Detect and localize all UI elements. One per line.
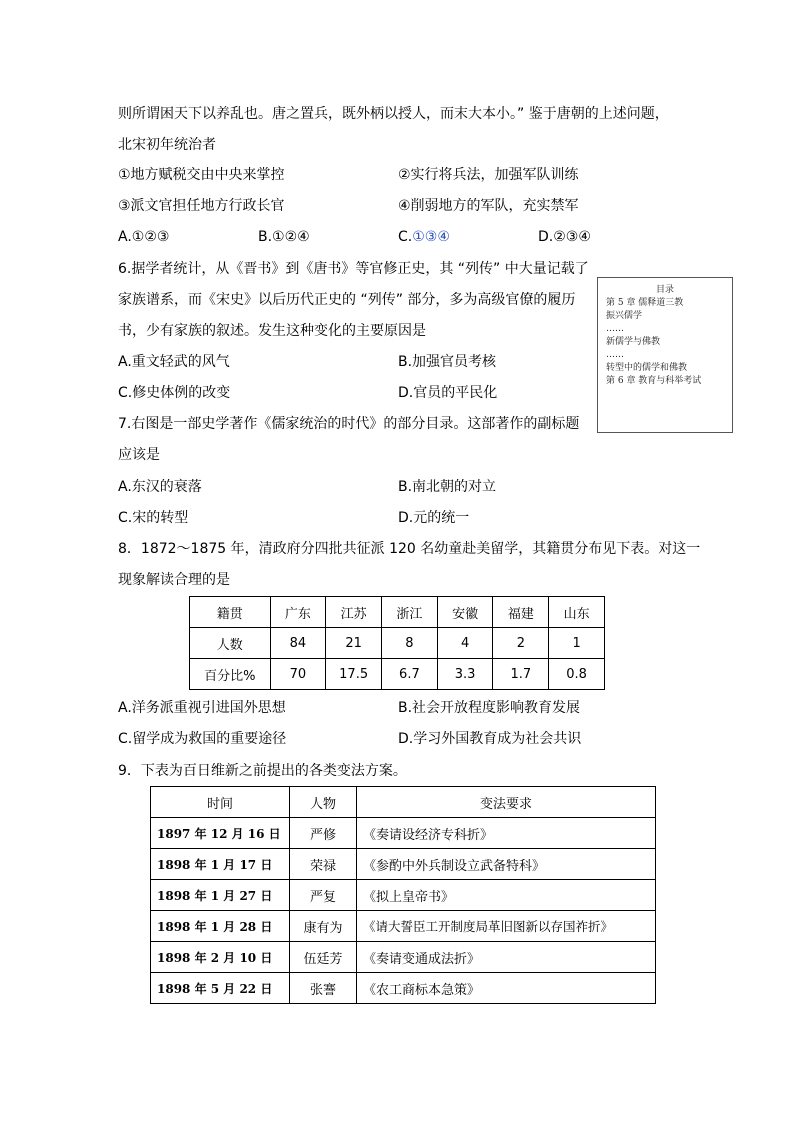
q6-option-c: C.修史体例的改变 [118, 385, 231, 401]
q8-option-c: C.留学成为救国的重要途径 [118, 731, 287, 747]
q9-person-cell: 严复 [290, 880, 357, 911]
q8-option-d: D.学习外国教育成为社会共识 [398, 731, 582, 747]
table-row [151, 818, 656, 849]
q5-option-c-value: ①③④ [412, 229, 450, 245]
q9-person-cell: 严修 [290, 818, 357, 849]
q5-option-c [398, 227, 450, 247]
q8-cell: 21 [326, 628, 382, 659]
toc-line-4: 新儒学与佛教 [606, 337, 661, 347]
q9-date-cell: 1898 年 5 月 22 日 [151, 973, 290, 1004]
q8-cell: 1 [549, 628, 605, 659]
q8-line-1: 8．1872～1875 年，清政府分四批共征派 120 名幼童赴美留学，其籍贯分布见下表。对这一 [118, 541, 701, 557]
q9-date-cell: 1898 年 1 月 17 日 [151, 849, 290, 880]
q8-cell: 人数 [190, 628, 271, 659]
q9-date-cell: 1898 年 2 月 10 日 [151, 942, 290, 973]
toc-title: 目录 [655, 285, 674, 295]
toc-line-5: …… [606, 350, 624, 360]
q8-cell: 70 [270, 659, 326, 690]
q9-person-cell: 荣禄 [290, 849, 357, 880]
q5-option-a: A.①②③ [118, 229, 170, 245]
q8-header-cell: 籍贯 [190, 597, 271, 628]
q9-line-1: 9．下表为百日维新之前提出的各类变法方案。 [118, 763, 407, 779]
q8-line-2: 现象解读合理的是 [118, 572, 230, 588]
q8-header-cell: 江苏 [326, 597, 382, 628]
q9-date-cell: 1898 年 1 月 28 日 [151, 911, 290, 942]
q8-header-cell: 福建 [493, 597, 549, 628]
q9-date-cell: 1897 年 12 月 16 日 [151, 818, 290, 849]
q9-person-cell: 伍廷芳 [290, 942, 357, 973]
q8-header-cell: 安徽 [437, 597, 493, 628]
q9-request-cell: 《奏请设经济专科折》 [357, 818, 656, 849]
q8-cell: 0.8 [549, 659, 605, 690]
q7-option-a: A.东汉的衰落 [118, 479, 202, 495]
table-row [151, 880, 656, 911]
table-row [151, 787, 656, 818]
q8-cell: 3.3 [437, 659, 493, 690]
table-of-contents-figure [597, 277, 733, 433]
q7-line-1: 7.右图是一部史学著作《儒家统治的时代》的部分目录。这部著作的副标题 [118, 416, 580, 432]
q9-request-cell: 《请大誓臣工开制度局革旧图新以存国祚折》 [357, 911, 656, 942]
q9-header-cell: 变法要求 [357, 787, 656, 818]
q8-cell: 84 [270, 628, 326, 659]
q6-option-a: A.重文轻武的风气 [118, 354, 230, 370]
table-row [151, 942, 656, 973]
q8-cell: 8 [382, 628, 438, 659]
q5-statement-3: ③派文官担任地方行政长官 [118, 198, 285, 214]
table-row [190, 628, 605, 659]
q8-header-cell: 浙江 [382, 597, 438, 628]
q8-cell: 百分比% [190, 659, 271, 690]
q9-table [150, 786, 656, 1004]
q6-option-b: B.加强官员考核 [398, 354, 497, 370]
table-row [151, 973, 656, 1004]
q6-line-1: 6.据学者统计，从《晋书》到《唐书》等官修正史，其 “列传” 中大量记载了 [118, 261, 589, 277]
q5-statement-1: ①地方赋税交由中央来掌控 [118, 167, 285, 183]
q7-option-b: B.南北朝的对立 [398, 479, 497, 495]
q5-option-d: D.②③④ [538, 229, 591, 245]
q8-cell: 4 [437, 628, 493, 659]
table-row [190, 659, 605, 690]
table-row [190, 597, 605, 628]
intro-line-2: 北宋初年统治者 [118, 137, 216, 153]
q8-option-b: B.社会开放程度影响教育发展 [398, 700, 581, 716]
toc-line-2: 振兴儒学 [606, 311, 643, 321]
q5-statement-4: ④削弱地方的军队，充实禁军 [398, 198, 579, 214]
q9-request-cell: 《拟上皇帝书》 [357, 880, 656, 911]
table-row [151, 849, 656, 880]
intro-line-1: 则所谓困天下以养乱也。唐之置兵，既外柄以授人，而末大本小。” 鉴于唐朝的上述问题， [118, 106, 669, 122]
q8-option-a: A.洋务派重视引进国外思想 [118, 700, 286, 716]
q9-header-cell: 人物 [290, 787, 357, 818]
q8-cell: 6.7 [382, 659, 438, 690]
q8-cell: 17.5 [326, 659, 382, 690]
toc-line-6: 转型中的儒学和佛教 [606, 363, 688, 373]
toc-line-3: …… [606, 324, 624, 334]
toc-line-7: 第 6 章 教育与科举考试 [606, 376, 702, 386]
q9-request-cell: 《参酌中外兵制设立武备特科》 [357, 849, 656, 880]
q7-line-2: 应该是 [118, 447, 160, 463]
q8-cell: 1.7 [493, 659, 549, 690]
q8-table [189, 596, 605, 690]
q8-header-cell: 广东 [270, 597, 326, 628]
q7-option-c: C.宋的转型 [118, 510, 189, 526]
q8-header-cell: 山东 [549, 597, 605, 628]
q9-person-cell: 康有为 [290, 911, 357, 942]
q9-date-cell: 1898 年 1 月 27 日 [151, 880, 290, 911]
q9-header-cell: 时间 [151, 787, 290, 818]
q6-option-d: D.官员的平民化 [398, 385, 498, 401]
q7-option-d: D.元的统一 [398, 510, 470, 526]
q9-request-cell: 《奏请变通成法折》 [357, 942, 656, 973]
q6-line-2: 家族谱系，而《宋史》以后历代正史的 “列传” 部分，多为高级官僚的履历 [118, 292, 576, 308]
q5-option-b: B.①②④ [258, 229, 310, 245]
q9-person-cell: 张謇 [290, 973, 357, 1004]
q5-statement-2: ②实行将兵法，加强军队训练 [398, 167, 579, 183]
table-row [151, 911, 656, 942]
q5-option-c-prefix: C. [398, 229, 413, 245]
q9-request-cell: 《农工商标本急策》 [357, 973, 656, 1004]
toc-line-1: 第 5 章 儒释道三教 [606, 298, 684, 308]
q8-cell: 2 [493, 628, 549, 659]
q6-line-3: 书，少有家族的叙述。发生这种变化的主要原因是 [118, 323, 426, 339]
